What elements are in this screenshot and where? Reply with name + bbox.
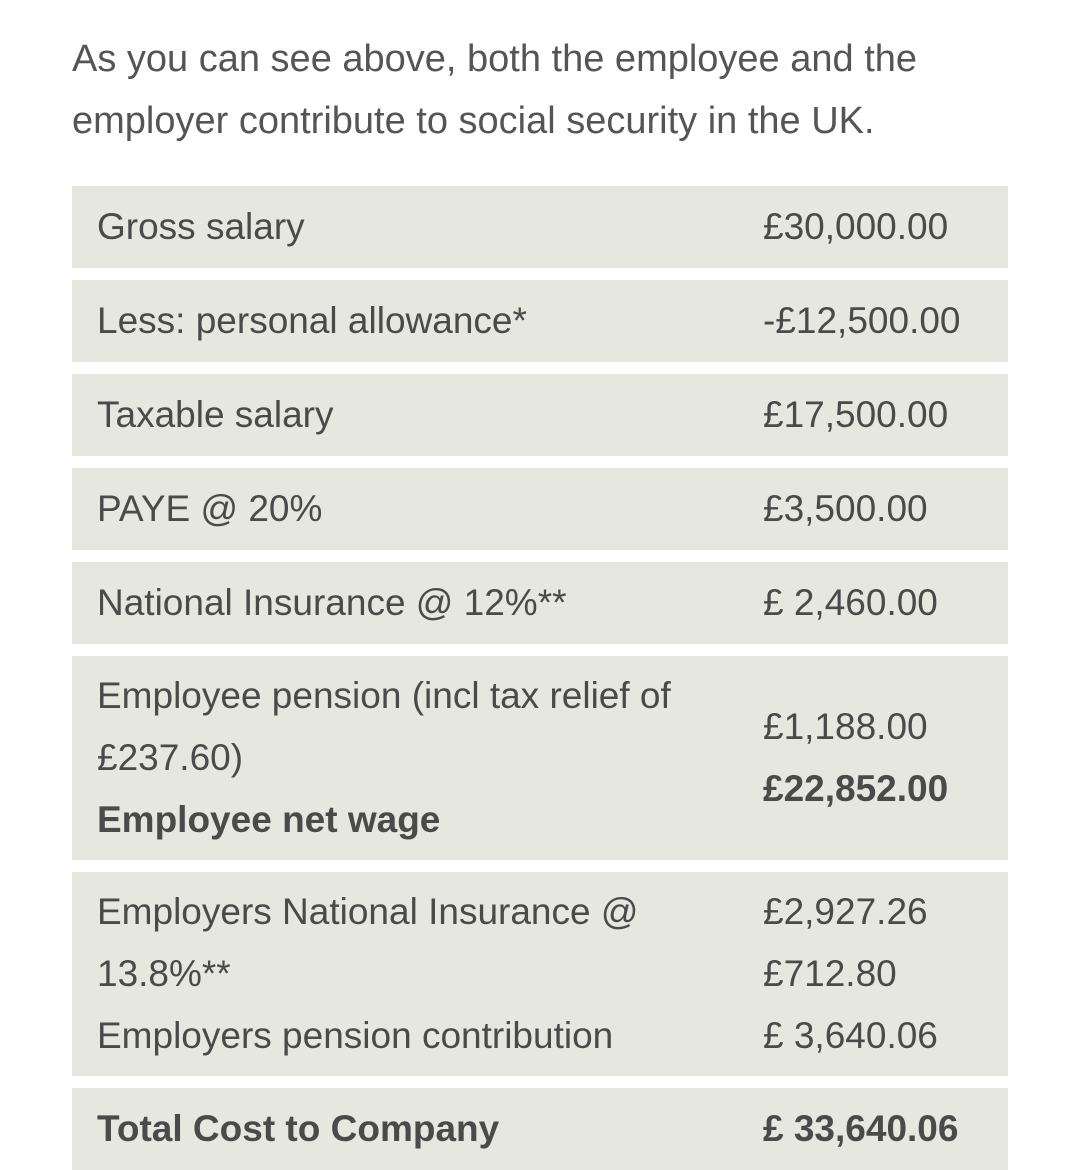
- row-value: -£12,500.00: [763, 300, 961, 341]
- row-value: £ 33,640.06: [763, 1108, 959, 1149]
- pension-value: £1,188.00: [763, 706, 928, 747]
- row-value: £30,000.00: [763, 206, 949, 247]
- table-row-employee-pension: [72, 656, 1008, 860]
- employer-pension-label: Employers pension contribution: [97, 1015, 614, 1056]
- row-value: [763, 881, 1008, 1067]
- row-value: [763, 696, 1008, 820]
- net-wage-value: £22,852.00: [763, 768, 949, 809]
- row-label: [97, 881, 763, 1067]
- employer-ni-label-line-1: Employers National Insurance @: [97, 891, 639, 932]
- intro-paragraph: [72, 28, 1012, 152]
- employer-ni-value: £2,927.26: [763, 891, 928, 932]
- table-row-employer-costs: [72, 872, 1008, 1076]
- intro-line-1: As you can see above, both the employee and the: [72, 38, 918, 80]
- net-wage-label: Employee net wage: [97, 799, 441, 840]
- pension-label-line-2: £237.60): [97, 737, 244, 778]
- table-row-gross-salary: [72, 186, 1008, 268]
- salary-breakdown-table: [72, 186, 1008, 1170]
- row-value: £ 2,460.00: [763, 582, 938, 623]
- employer-subtotal-value: £ 3,640.06: [763, 1015, 938, 1056]
- table-row-paye: [72, 468, 1008, 550]
- row-label: Taxable salary: [97, 394, 334, 435]
- row-value: £17,500.00: [763, 394, 949, 435]
- row-value: £3,500.00: [763, 488, 928, 529]
- table-row-personal-allowance: [72, 280, 1008, 362]
- employer-ni-label-line-2: 13.8%**: [97, 953, 231, 994]
- pension-label-line-1: Employee pension (incl tax relief of: [97, 675, 671, 716]
- table-row-total-cost: [72, 1088, 1008, 1170]
- intro-line-2: employer contribute to social security in the UK.: [72, 100, 875, 142]
- row-label: Gross salary: [97, 206, 305, 247]
- row-label: Total Cost to Company: [97, 1108, 500, 1149]
- row-label: PAYE @ 20%: [97, 488, 323, 529]
- employer-pension-value: £712.80: [763, 953, 897, 994]
- row-label: Less: personal allowance*: [97, 300, 527, 341]
- table-row-national-insurance: [72, 562, 1008, 644]
- row-label: [97, 665, 763, 851]
- row-label: National Insurance @ 12%**: [97, 582, 567, 623]
- table-row-taxable-salary: [72, 374, 1008, 456]
